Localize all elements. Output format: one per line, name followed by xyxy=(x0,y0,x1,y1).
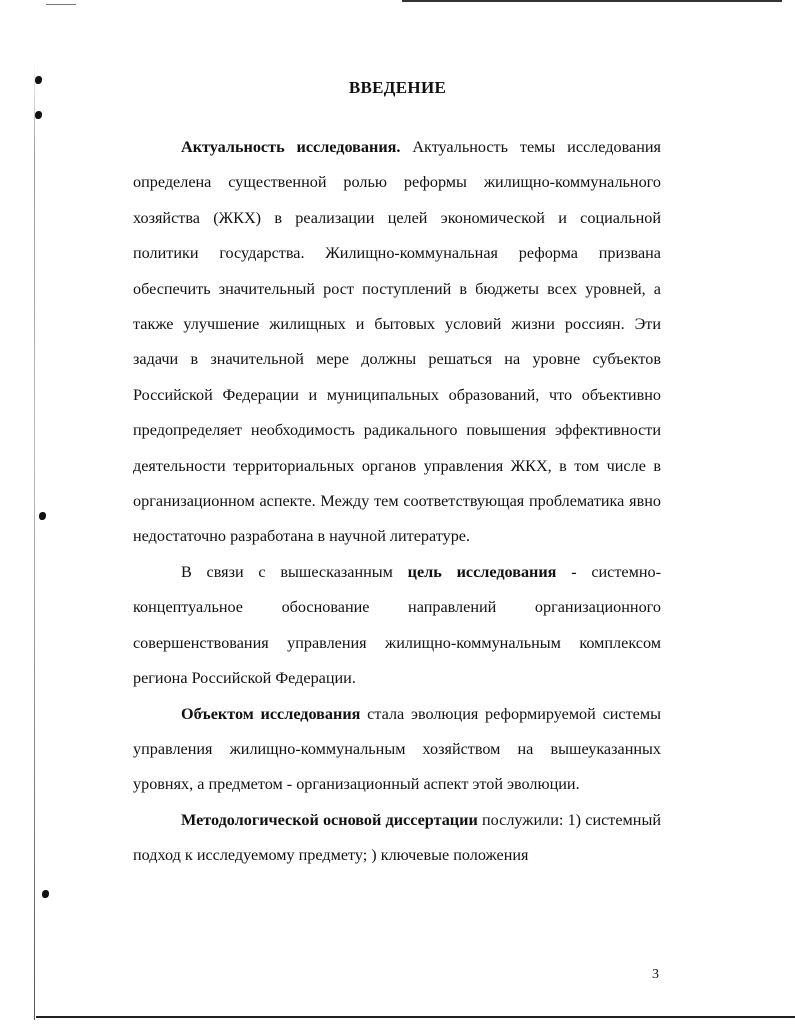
punch-hole-mark xyxy=(42,890,49,898)
paragraph-bold-term: Методологической основой диссертации xyxy=(181,810,478,829)
paragraph-relevance xyxy=(133,130,661,555)
punch-hole-mark xyxy=(35,111,42,119)
document-body xyxy=(133,130,661,874)
page-number: 3 xyxy=(652,967,659,982)
paragraph-text: стала эволюция реформируемой системы управления жилищно-коммунальным хозяйством на вышеуказанных уровнях, а предметом - организационный аспект этой эволюции. xyxy=(133,704,661,794)
paragraph-bold-term: Объектом исследования xyxy=(181,704,361,723)
scan-artifact-line xyxy=(402,0,782,2)
scan-artifact-line xyxy=(46,4,76,5)
punch-hole-mark xyxy=(39,512,46,520)
paragraph-object xyxy=(133,697,661,803)
paragraph-goal xyxy=(133,555,661,697)
scan-artifact-line xyxy=(36,1016,795,1018)
paragraph-text: В связи с вышесказанным xyxy=(181,562,408,581)
paragraph-text: - системно-концептуальное обоснование направлений организационного совершенствования управления жилищно-коммунальным комплексом региона Российской Федерации. xyxy=(133,562,662,688)
paragraph-text: послужили: 1) системный подход к исследуемому предмету; ) ключевые положения xyxy=(133,810,661,865)
paragraph-text: Актуальность темы исследования определена существенной ролью реформы жилищно-коммунального хозяйства (ЖКХ) в реализации целей экономической и социальной политики государства. Жилищно-коммунальная реформа призвана обеспечить значительный рост поступлений в бюджеты всех уровней, а также улучшение жилищных и бытовых условий жизни россиян. Эти задачи в значительной мере должны решаться на уровне субъектов Российской Федерации и муниципальных образований, что объективно предопределяет необходимость радикального повышения эффективности деятельности территориальных органов управления ЖКХ, в том числе в организационном аспекте. Между тем соответствующая проблематика явно недостаточно разработана в научной литературе. xyxy=(133,138,661,546)
paragraph-methodology xyxy=(133,803,661,874)
page-title: ВВЕДЕНИЕ xyxy=(348,78,447,97)
paragraph-lead: Актуальность исследования. xyxy=(181,138,401,156)
paragraph-bold-term: цель исследования xyxy=(407,562,557,581)
scan-artifact-edge xyxy=(34,60,35,1020)
